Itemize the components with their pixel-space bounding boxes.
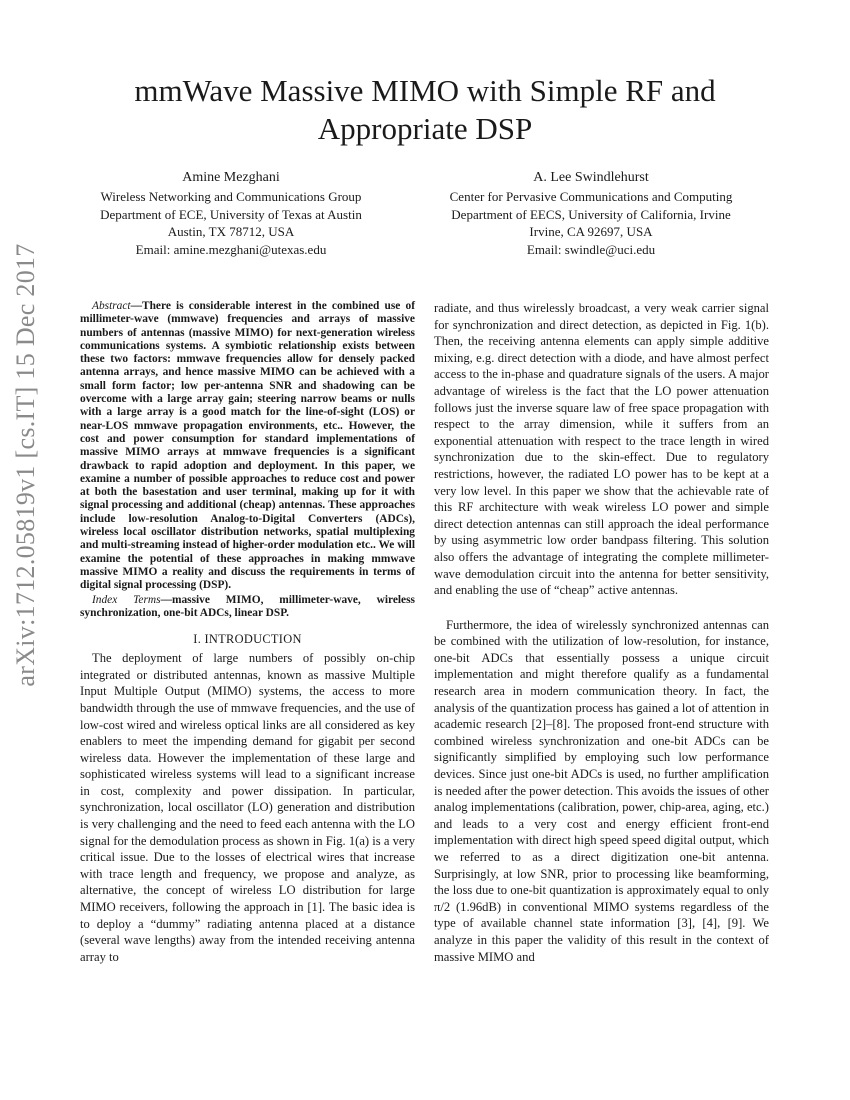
author-2-department: Department of EECS, University of California, Irvine: [451, 206, 731, 222]
right-column: [434, 300, 769, 965]
paper-title: mmWave Massive MIMO with Simple RF and Appropriate DSP: [134, 73, 716, 146]
index-terms-text: —massive MIMO, millimeter-wave, wireless synchronization, one-bit ADCs, linear DSP.: [80, 593, 415, 619]
author-2-affiliation: Center for Pervasive Communications and Computing: [449, 189, 733, 204]
author-1-address: Austin, TX 78712, USA: [167, 224, 295, 239]
author-1-email: Email: amine.mezghani@utexas.edu: [135, 241, 327, 257]
body-paragraph-1: radiate, and thus wirelessly broadcast, a very weak carrier signal for synchronization and direct detection, as depicted in Fig. 1(b). Then, the receiving antenna elements can apply simple additive mixing, e.g. direct detection with a diode, and have almost perfect access to the in-phase and quadrature signals of the users. A major advantage of wireless is the fact that the LO power attenuation follows just the inverse square law of free space propagation with respect to the array dimension, while it suffers from an exponential attenuation with respect to the trace length in wired synchronization due to the skin-effect. Due to regulatory restrictions, however, the radiated LO power has to be kept at a very low level. In this paper we show that the achievable rate of this RF architecture with weak wireless LO power and simple direct detection antennas can still approach the ideal performance by using asymmetric low order bandpass filtering. This solution also offers the advantage of integrating the complete millimeter-wave demodulation circuit into the antenna for better sensitivity, and enabling the use of “cheap” active antennas.: [434, 301, 769, 598]
abstract-label: Abstract: [92, 300, 131, 312]
author-1: [51, 168, 411, 258]
author-1-department: Department of ECE, University of Texas at Austin: [100, 206, 362, 222]
arxiv-stamp: [4, 243, 48, 687]
author-2-email: Email: swindle@uci.edu: [526, 241, 656, 257]
intro-paragraph: The deployment of large numbers of possibly on-chip integrated or distributed antennas, known as massive Multiple Input Multiple Output (MIMO) systems, the access to more bandwidth through the use of mmwave frequencies, and the use of low-cost wired and wireless optical links are all considered as key enablers to meet the impending demand for gigabit per second wireless data. However the implementation of these large and sophisticated wireless systems will lead to a significant increase in cost, complexity and power dissipation. In particular, synchronization, local oscillator (LO) generation and distribution is very challenging and the need to feed each antenna with the LO signal for the demodulation process as shown in Fig. 1(a) is a very critical issue. Due to the losses of electrical wires that increase with trace length and frequency, we propose and analyze, as alternative, the concept of wireless LO distribution for large MIMO receivers, following the approach in [1]. The basic idea is to deploy a “dummy” radiating antenna placed at a distance (several wave lengths) away from the intended receiving antenna array to: [80, 651, 415, 964]
author-2-name: A. Lee Swindlehurst: [533, 170, 649, 185]
author-1-affiliation: Wireless Networking and Communications Group: [100, 189, 362, 204]
arxiv-stamp-text: arXiv:1712.05819v1 [cs.IT] 15 Dec 2017: [11, 243, 40, 687]
author-1-name: Amine Mezghani: [182, 170, 280, 185]
abstract: [80, 300, 415, 593]
section-heading: I. INTRODUCTION: [193, 632, 302, 647]
left-column: [80, 300, 415, 965]
index-terms: [80, 594, 415, 621]
abstract-text: —There is considerable interest in the combined use of millimeter-wave (mmwave) frequencies and arrays of massive numbers of antennas (massive MIMO) for next-generation wireless communications systems. A symbiotic relationship exists between these two factors: mmwave frequencies allow for densely packed antenna arrays, and hence massive MIMO can be achieved with a small form factor; low per-antenna SNR and shadowing can be overcome with a large array gain; steering narrow beams or nulls with a large array is a good match for the line-of-sight (LOS) or near-LOS mmwave propagation environments, etc.. However, the cost and power consumption for standard implementations of massive MIMO arrays at mmwave frequencies is a significant drawback to rapid adoption and deployment. In this paper, we examine a number of possible approaches to reduce cost and power at both the basestation and user terminal, making up for it with signal processing and additional (cheap) antennas. These approaches include low-resolution Analog-to-Digital Converters (ADCs), wireless local oscillator distribution networks, spatial multiplexing and multi-streaming instead of higher-order modulation etc.. We will examine the potential of these approaches in making mmwave massive MIMO a reality and discuss the requirements in terms of digital signal processing (DSP).: [80, 300, 415, 592]
author-2: [411, 168, 771, 258]
index-terms-label: Index Terms: [92, 593, 161, 606]
author-2-address: Irvine, CA 92697, USA: [529, 224, 653, 239]
body-paragraph-2: Furthermore, the idea of wirelessly synchronized antennas can be combined with the utilization of low-resolution, for instance, one-bit ADCs that essentially possess a unique circuit implementation and might therefore qualify as a fundamental research area in modern communication theory. In fact, the analysis of the quantization process has gained a lot of attention in academic research [2]–[8]. The proposed front-end structure with combined wireless synchronization and one-bit ADCs can be significantly simplified by employing such low performance devices. Since just one-bit ADCs is used, no further amplification is needed after the power detection. This avoids the issues of other analog implementations (calibration, power, chip-area, aging, etc.) and leads to a very cost and energy efficient front-end implementation with direct high speed speed digital output, which we referred to as a direct digitization one-bit antenna. Surprisingly, at low SNR, prior to processing like beamforming, the loss due to one-bit quantization is approximately equal to only π/2 (1.96dB) in conventional MIMO systems regardless of the type of available channel state information [3], [4], [9]. We analyze in this paper the validity of this result in the context of massive MIMO and: [434, 617, 769, 964]
